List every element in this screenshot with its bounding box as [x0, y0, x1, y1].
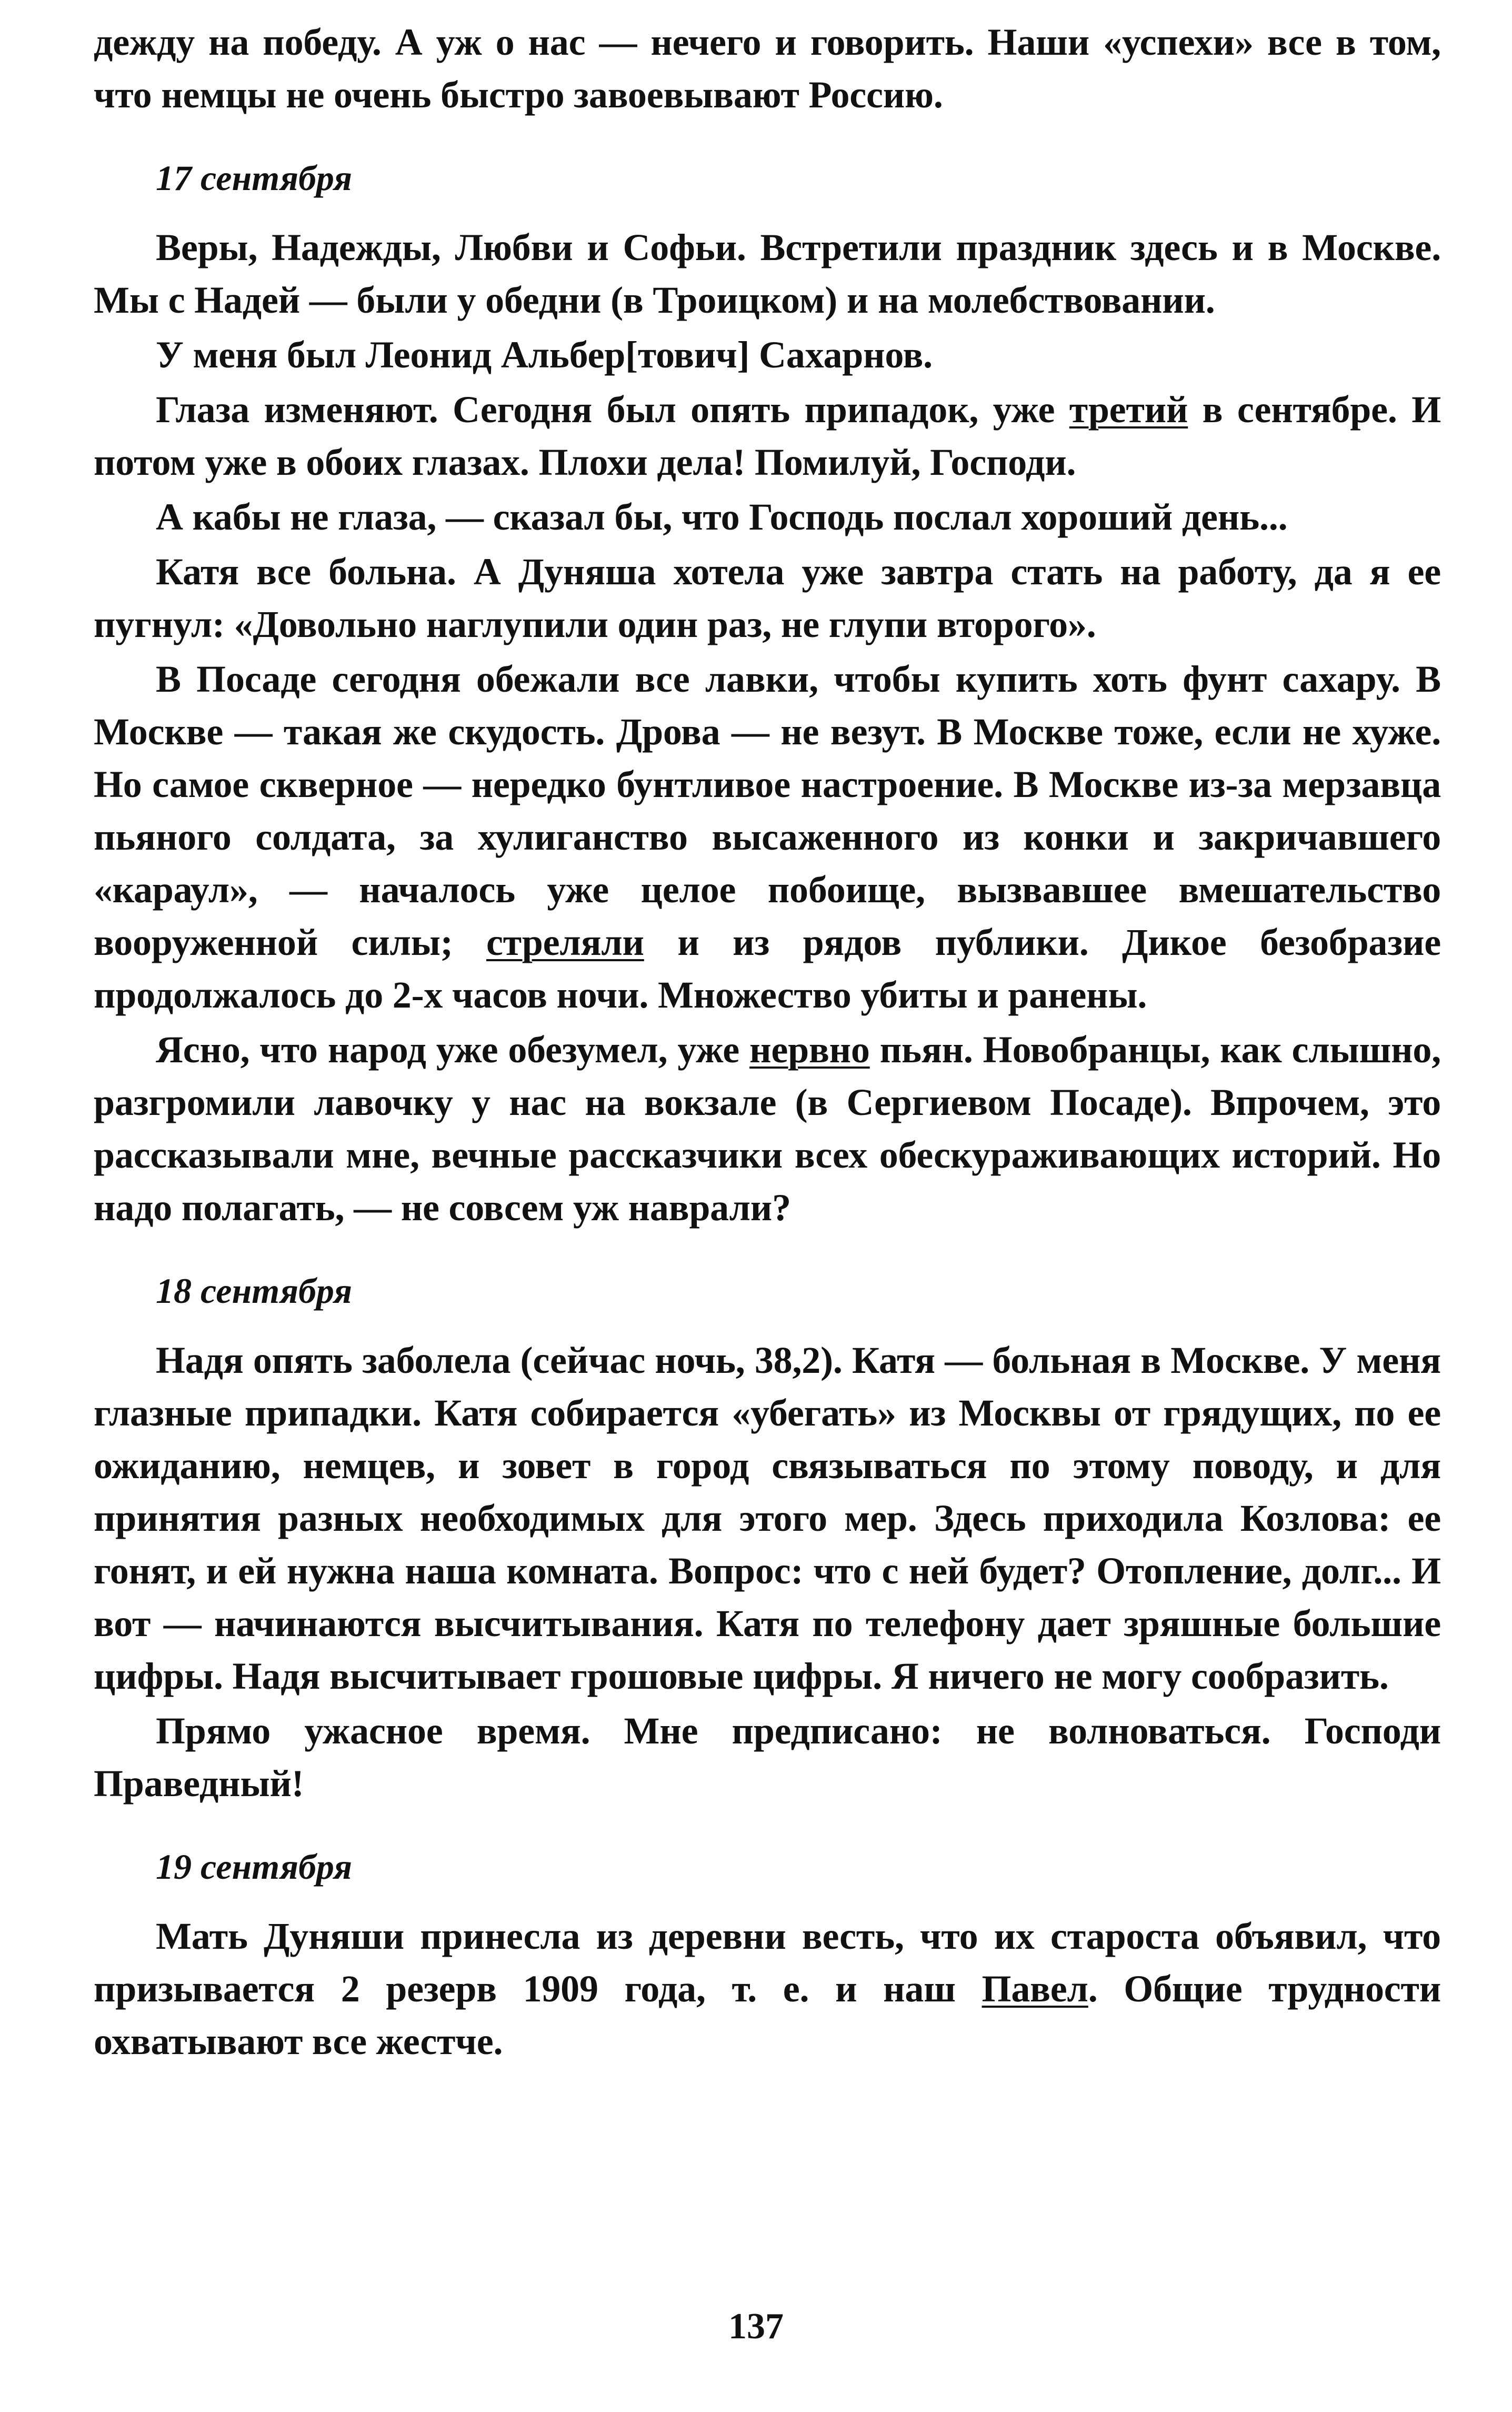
- text-run: Надя опять заболела (сейчас ночь, 38,2). Катя — больная в Москве. У меня глазные припадки. Катя собирается «убегать» из Москвы от грядущих, по ее ожиданию, немцев, и зовет в город связываться по этому поводу, и для принятия разных необходимых для этого мер. Здесь приходила Козлова: ее гонят, и ей нужна наша комната. Вопрос: что с ней будет? Отопление, долг... И вот — начинаются высчитывания. Катя по телефону дает зряшные большие цифры. Надя высчитывает грошовые цифры. Я ничего не могу сообразить.: [94, 1339, 1441, 1697]
- underlined-word: нервно: [749, 1029, 870, 1071]
- text-run: Катя все больна. А Дуняша хотела уже завтра стать на работу, да я ее пугнул: «Довольно наглупили один раз, не глупи второго».: [94, 551, 1441, 645]
- paragraph: [94, 1910, 1441, 2068]
- text-run: в сентябре. И потом уже в обоих глазах. Плохи дела! Помилуй, Господи.: [94, 388, 1441, 483]
- underlined-word: стреляли: [486, 921, 644, 963]
- text-run: А кабы не глаза, — сказал бы, что Господь послал хороший день...: [156, 496, 1288, 538]
- underlined-word: Павел: [982, 1968, 1088, 2010]
- entry-date: 17 сентября: [156, 158, 353, 198]
- text-run: . Общие трудности охватывают все жестче.: [94, 1968, 1441, 2062]
- paragraph: [94, 1023, 1441, 1234]
- text-run: пьян. Новобранцы, как слышно, разгромили лавочку у нас на вокзале (в Сергиевом Посаде). Впрочем, это рассказывали мне, вечные рассказчики всех обескураживающих историй. Но надо полагать, — не совсем уж наврали?: [94, 1029, 1441, 1229]
- text-run: дежду на победу. А уж о нас — нечего и говорить. Наши «успехи» все в том, что немцы не очень быстро завоевывают Россию.: [94, 21, 1441, 116]
- page-number: 137: [728, 2306, 784, 2347]
- text-run: В Посаде сегодня обежали все лавки, чтобы купить хоть фунт сахару. В Москве — такая же скудость. Дрова — не везут. В Москве тоже, если не хуже. Но самое скверное — нередко бунтливое настроение. В Москве из-за мерзавца пьяного солдата, за хулиганство высаженного из конки и закричавшего «караул», — началось уже целое побоище, вызвавшее вмешательство вооруженной силы;: [94, 658, 1441, 963]
- text-run: У меня был Леонид Альбер[тович] Сахарнов.: [156, 334, 933, 376]
- paragraph: [94, 383, 1441, 489]
- text-run: Прямо ужасное время. Мне предписано: не волноваться. Господи Праведный!: [94, 1710, 1441, 1805]
- paragraph: [94, 545, 1441, 651]
- text-run: и из рядов публики. Дикое безобразие продолжалось до 2-х часов ночи. Множество убиты и ранены.: [94, 921, 1441, 1016]
- underlined-word: третий: [1069, 388, 1188, 431]
- diary-page: [94, 16, 1441, 2070]
- entry-date: 18 сентября: [156, 1271, 353, 1311]
- text-run: Веры, Надежды, Любви и Софьи. Встретили праздник здесь и в Москве. Мы с Надей — были у обедни (в Троицком) и на молебствовании.: [94, 226, 1441, 321]
- paragraph: [94, 328, 1441, 381]
- paragraph: [94, 1705, 1441, 1810]
- paragraph: [94, 491, 1441, 543]
- paragraph: [94, 653, 1441, 1021]
- text-run: Ясно, что народ уже обезумел, уже: [156, 1029, 750, 1071]
- entry-date: 19 сентября: [156, 1847, 353, 1887]
- paragraph: [94, 1334, 1441, 1702]
- text-run: Мать Дуняши принесла из деревни весть, что их староста объявил, что призывается 2 резерв 1909 года, т. е. и наш: [94, 1915, 1441, 2010]
- text-run: Глаза изменяют. Сегодня был опять припадок, уже: [156, 388, 1069, 431]
- paragraph: [94, 16, 1441, 121]
- paragraph: [94, 221, 1441, 326]
